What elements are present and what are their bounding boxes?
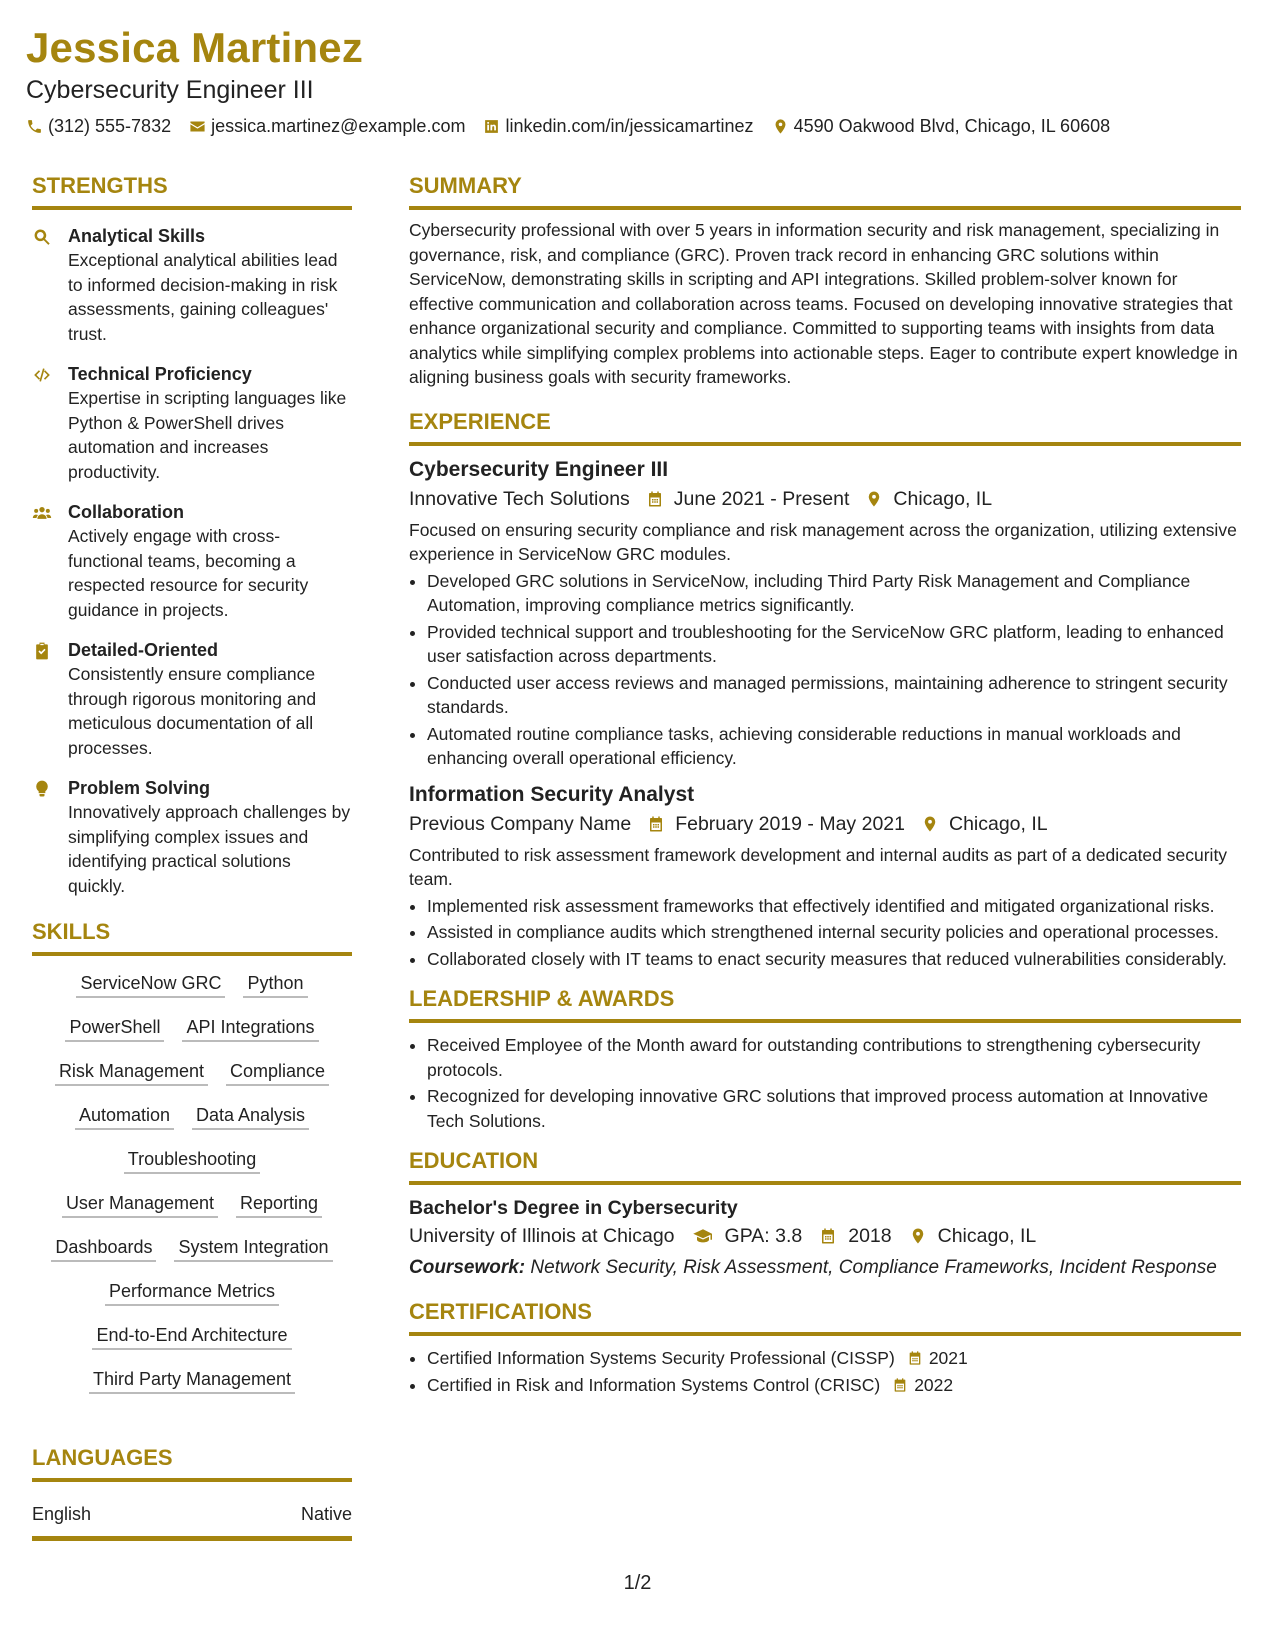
skill-tag: API Integrations xyxy=(182,1016,318,1042)
contact-phone-text: (312) 555-7832 xyxy=(48,116,172,136)
certification-year: 2022 xyxy=(914,1374,954,1395)
strengths-heading: STRENGTHS xyxy=(32,172,352,210)
left-column xyxy=(32,172,352,1541)
skill-tag: ServiceNow GRC xyxy=(76,972,225,998)
leadership-heading: LEADERSHIP & AWARDS xyxy=(409,985,1241,1023)
strength-title: Analytical Skills xyxy=(68,226,206,246)
graduation-cap-icon xyxy=(691,1227,715,1245)
job-bullet: • Automated routine compliance tasks, achieving considerable reductions in manual workloads and enhancing overall operational efficiency. xyxy=(427,722,1241,771)
contact-phone[interactable] xyxy=(26,114,171,138)
skill-tag: Data Analysis xyxy=(192,1104,309,1130)
certification-item xyxy=(427,1373,1241,1398)
skill-tag: Python xyxy=(243,972,307,998)
contact-address-text: 4590 Oakwood Blvd, Chicago, IL 60608 xyxy=(793,116,1111,136)
job-dates: February 2019 - May 2021 xyxy=(675,812,905,835)
job-bullet: • Developed GRC solutions in ServiceNow, including Third Party Risk Management and Compliance Automation, improving compliance metrics significantly. xyxy=(427,569,1241,618)
calendar-icon xyxy=(892,1377,908,1393)
job-bullet: • Assisted in compliance audits which strengthened internal security policies and operational processes. xyxy=(427,920,1241,945)
skill-tag: End-to-End Architecture xyxy=(92,1324,291,1350)
job-meta xyxy=(409,484,1241,514)
job-title: Cybersecurity Engineer III xyxy=(409,457,669,481)
job-entry xyxy=(409,781,1241,972)
education-location: Chicago, IL xyxy=(937,1225,1037,1247)
lightbulb-icon xyxy=(32,779,52,799)
job-bullet: • Implemented risk assessment frameworks that effectively identified and mitigated organizational risks. xyxy=(427,894,1241,919)
skill-tag: Dashboards xyxy=(51,1236,156,1262)
experience-heading: EXPERIENCE xyxy=(409,408,1241,446)
award-item: • Received Employee of the Month award for outstanding contributions to strengthening cybersecurity protocols. xyxy=(427,1033,1241,1082)
certification-year: 2021 xyxy=(928,1348,968,1368)
job-company: Previous Company Name xyxy=(409,812,632,835)
map-pin-icon xyxy=(772,118,789,135)
strength-desc: Consistently ensure compliance through rigorous monitoring and meticulous documentation of all processes. xyxy=(68,664,317,758)
strength-desc: Expertise in scripting languages like Python & PowerShell drives automation and increases productivity. xyxy=(68,388,347,482)
job-bullet: • Conducted user access reviews and managed permissions, maintaining adherence to stringent security standards. xyxy=(427,671,1241,720)
strength-desc: Exceptional analytical abilities lead to informed decision-making in risk assessments, gaining colleagues' trust. xyxy=(68,250,338,344)
calendar-icon xyxy=(907,1350,923,1366)
education-heading: EDUCATION xyxy=(409,1147,1241,1185)
skills-heading: SKILLS xyxy=(32,918,352,956)
certification-item xyxy=(427,1346,1241,1371)
map-pin-icon xyxy=(908,1227,928,1245)
certification-name: • Certified Information Systems Security Professional (CISSP) xyxy=(427,1348,895,1368)
envelope-icon xyxy=(189,118,206,135)
contact-bar xyxy=(26,114,1246,138)
users-icon xyxy=(32,503,52,523)
job-description: Focused on ensuring security compliance and risk management across the organization, utilizing extensive experience in ServiceNow GRC modules. xyxy=(409,519,1237,564)
skill-tag: Automation xyxy=(75,1104,174,1130)
candidate-name: Jessica Martinez xyxy=(26,24,364,71)
skill-tag: Reporting xyxy=(236,1192,322,1218)
strength-title: Detailed-Oriented xyxy=(68,640,219,660)
leadership-list xyxy=(409,1033,1241,1133)
strengths-list xyxy=(32,224,352,898)
resume-header xyxy=(26,22,1246,138)
strength-title: Problem Solving xyxy=(68,778,211,798)
job-company: Innovative Tech Solutions xyxy=(409,487,630,510)
job-meta xyxy=(409,809,1241,839)
languages-heading: LANGUAGES xyxy=(32,1444,352,1482)
education-meta xyxy=(409,1221,1241,1251)
coursework-text: Network Security, Risk Assessment, Compliance Frameworks, Incident Response xyxy=(530,1257,1217,1278)
page-number: 1/2 xyxy=(623,1572,652,1594)
linkedin-icon xyxy=(483,118,500,135)
contact-linkedin-text: linkedin.com/in/jessicamartinez xyxy=(505,116,754,136)
education-school: University of Illinois at Chicago xyxy=(409,1225,675,1247)
job-description: Contributed to risk assessment framework development and internal audits as part of a dedicated security team. xyxy=(409,844,1228,889)
contact-linkedin[interactable] xyxy=(483,114,753,138)
skills-list xyxy=(32,972,352,1394)
skill-tag: PowerShell xyxy=(65,1016,164,1042)
code-icon xyxy=(32,365,52,385)
job-location: Chicago, IL xyxy=(948,812,1048,835)
job-bullets xyxy=(409,894,1241,972)
strength-item xyxy=(32,638,352,760)
job-bullet: • Collaborated closely with IT teams to enact security measures that reduced vulnerabilities considerably. xyxy=(427,947,1241,972)
skill-tag: Troubleshooting xyxy=(124,1148,260,1174)
award-item: • Recognized for developing innovative GRC solutions that improved process automation at Innovative Tech Solutions. xyxy=(427,1084,1241,1133)
education-year: 2018 xyxy=(848,1225,892,1247)
calendar-icon xyxy=(646,490,664,508)
strength-desc: Actively engage with cross-functional teams, becoming a respected resource for security guidance in projects. xyxy=(68,526,309,620)
map-pin-icon xyxy=(921,815,939,833)
skill-tag: Performance Metrics xyxy=(105,1280,279,1306)
phone-icon xyxy=(26,118,43,135)
calendar-icon xyxy=(818,1227,838,1245)
strength-item xyxy=(32,224,352,346)
search-icon xyxy=(32,227,52,247)
certifications-list xyxy=(409,1346,1241,1397)
skill-tag: User Management xyxy=(62,1192,218,1218)
job-title: Information Security Analyst xyxy=(409,782,695,806)
job-dates: June 2021 - Present xyxy=(673,487,850,510)
education-degree: Bachelor's Degree in Cybersecurity xyxy=(409,1197,738,1219)
strength-item xyxy=(32,362,352,484)
skill-tag: Compliance xyxy=(226,1060,329,1086)
job-entry xyxy=(409,456,1241,771)
contact-address xyxy=(772,114,1111,138)
job-bullets xyxy=(409,569,1241,771)
contact-email-text: jessica.martinez@example.com xyxy=(211,116,466,136)
summary-text: Cybersecurity professional with over 5 years in information security and risk management, specializing in governance, risk, and compliance (GRC). Proven track record in enhancing GRC solutions within ServiceNow, demonstrating skills in scripting and API integrations. Skilled problem-solver known for effective communication and collaboration across teams. Focused on developing innovative strategies that enhance organizational security and compliance. Committed to supporting teams with insights from data analytics while simplifying complex problems into actionable steps. Eager to contribute expert knowledge in aligning business goals with security frameworks. xyxy=(409,220,1238,387)
language-row xyxy=(32,1492,352,1541)
skill-tag: Third Party Management xyxy=(89,1368,295,1394)
certification-name: • Certified in Risk and Information Systems Control (CRISC) xyxy=(427,1374,881,1395)
strength-title: Technical Proficiency xyxy=(68,364,252,384)
certifications-heading: CERTIFICATIONS xyxy=(409,1298,1241,1336)
strength-item xyxy=(32,500,352,622)
calendar-icon xyxy=(647,815,665,833)
education-gpa: GPA: 3.8 xyxy=(724,1225,803,1247)
skill-tag: Risk Management xyxy=(55,1060,208,1086)
language-level: Native xyxy=(300,1504,352,1524)
skill-tag: System Integration xyxy=(174,1236,332,1262)
right-column xyxy=(409,172,1241,1407)
contact-email[interactable] xyxy=(189,114,465,138)
strength-title: Collaboration xyxy=(68,502,184,522)
candidate-title: Cybersecurity Engineer III xyxy=(26,76,314,104)
clipboard-check-icon xyxy=(32,641,52,661)
job-bullet: • Provided technical support and troubleshooting for the ServiceNow GRC platform, leading to enhanced user satisfaction across departments. xyxy=(427,620,1241,669)
strength-item xyxy=(32,776,352,898)
coursework-label: Coursework: xyxy=(409,1257,526,1278)
map-pin-icon xyxy=(865,490,883,508)
summary-heading: SUMMARY xyxy=(409,172,1241,210)
language-name: English xyxy=(32,1504,92,1524)
job-location: Chicago, IL xyxy=(893,487,993,510)
education-coursework xyxy=(409,1255,1241,1280)
strength-desc: Innovatively approach challenges by simplifying complex issues and identifying practical solutions quickly. xyxy=(68,802,351,896)
